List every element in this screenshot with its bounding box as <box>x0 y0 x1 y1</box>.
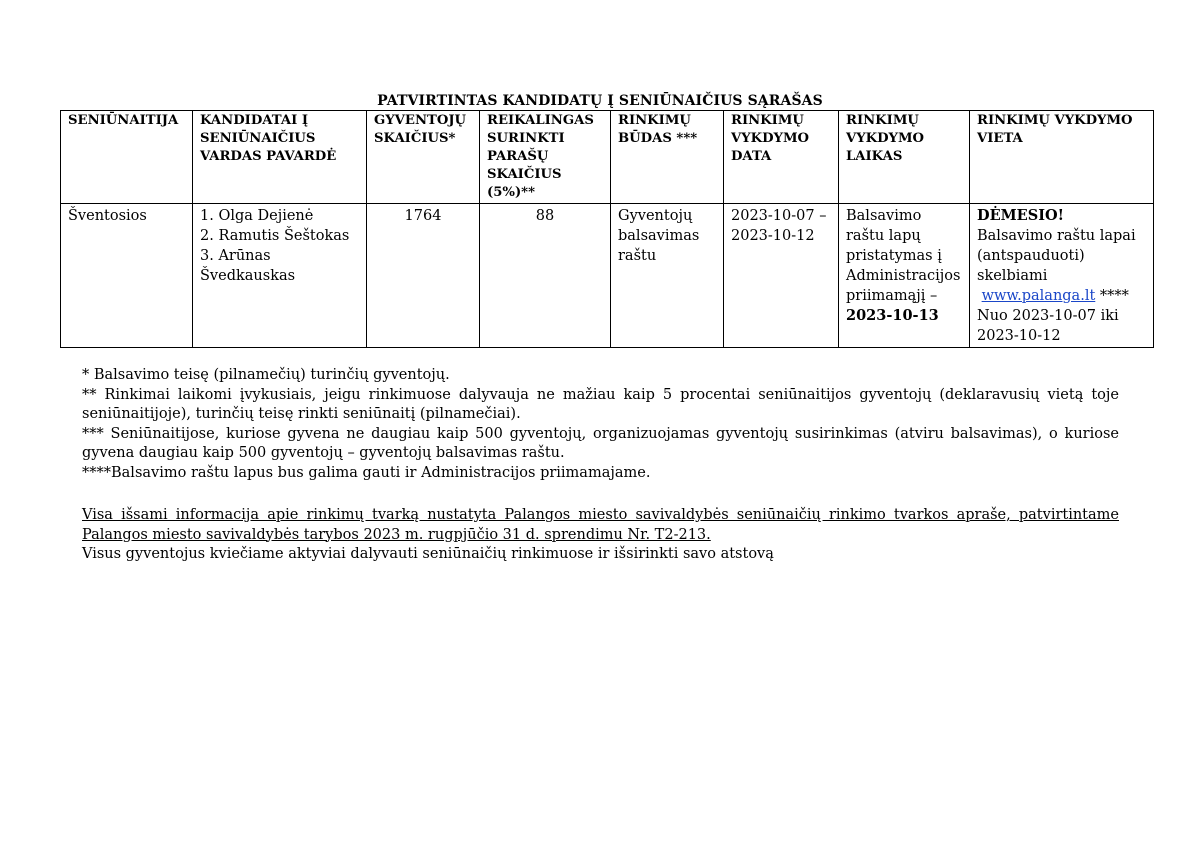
cell-rinkimu-budas: Gyventojų balsavimas raštu <box>611 204 724 348</box>
palanga-link[interactable]: www.palanga.lt <box>981 288 1096 304</box>
header-vykdymo-laikas: RINKIMŲ VYKDYMO LAIKAS <box>839 111 970 204</box>
footnote-1: * Balsavimo teisę (pilnamečių) turinčių gyventojų. <box>82 367 450 383</box>
candidates-table <box>60 110 1154 348</box>
table-header-row <box>61 111 1154 204</box>
attention-label: DĖMESIO! <box>977 207 1064 224</box>
info-invitation-text: Visus gyventojus kviečiame aktyviai dalyvauti seniūnaičių rinkimuose ir išsirinkti savo atstovą <box>82 546 774 562</box>
table-row <box>61 204 1154 348</box>
candidate-1: 1. Olga Dejienė <box>200 208 314 224</box>
cell-gyventoju-skaicius: 1764 <box>367 204 480 348</box>
laikas-date: 2023-10-13 <box>846 307 939 324</box>
header-vykdymo-vieta: RINKIMŲ VYKDYMO VIETA <box>970 111 1154 204</box>
info-regulation-text: Visa išsami informacija apie rinkimų tvarką nustatyta Palangos miesto savivaldybės seniūnaičių rinkimo tvarkos apraše, patvirtintame Palangos miesto savivaldybės tarybos 2023 m. rugpjūčio 31 d. sprendimu Nr. T2-213. <box>82 507 1119 543</box>
cell-candidates <box>193 204 367 348</box>
footnote-4: ****Balsavimo raštu lapus bus galima gauti ir Administracijos priimamajame. <box>82 464 651 481</box>
header-parasu-skaicius: REIKALINGAS SURINKTI PARAŠŲ SKAIČIUS (5%)** <box>480 111 611 204</box>
document-title: PATVIRTINTAS KANDIDATŲ Į SENIŪNAIČIUS SĄRAŠAS <box>377 93 823 109</box>
cell-vykdymo-vieta <box>970 204 1154 348</box>
header-kandidatai: KANDIDATAI Į SENIŪNAIČIUS VARDAS PAVARDĖ <box>193 111 367 204</box>
candidate-3: 3. Arūnas Švedkauskas <box>200 248 296 284</box>
vieta-period: Nuo 2023-10-07 iki 2023-10-12 <box>977 308 1119 344</box>
vieta-text: Balsavimo raštu lapai (antspauduoti) skelbiami <box>977 228 1136 284</box>
cell-vykdymo-data: 2023-10-07 – 2023-10-12 <box>724 204 839 348</box>
vieta-stars: **** <box>1099 288 1129 304</box>
candidate-2: 2. Ramutis Šeštokas <box>200 228 350 244</box>
header-vykdymo-data: RINKIMŲ VYKDYMO DATA <box>724 111 839 204</box>
footnotes <box>82 366 1119 483</box>
cell-vykdymo-laikas <box>839 204 970 348</box>
cell-parasu-skaicius: 88 <box>480 204 611 348</box>
footnote-2: ** Rinkimai laikomi įvykusiais, jeigu rinkimuose dalyvauja ne mažiau kaip 5 procentai seniūnaitijos gyventojų (deklaravusių vietą toje seniūnaitijoje), turinčių teisę rinkti seniūnaitį (pilnamečiai). <box>82 386 1119 422</box>
info-section <box>82 506 1119 565</box>
header-rinkimu-budas: RINKIMŲ BŪDAS *** <box>611 111 724 204</box>
footnote-3: *** Seniūnaitijose, kuriose gyvena ne daugiau kaip 500 gyventojų, organizuojamas gyventojų susirinkimas (atviru balsavimas), o kuriose gyvena daugiau kaip 500 gyventojų – gyventojų balsavimas raštu. <box>82 425 1119 461</box>
header-gyventoju-skaicius: GYVENTOJŲ SKAIČIUS* <box>367 111 480 204</box>
cell-seniunaitija: Šventosios <box>61 204 193 348</box>
header-seniunaitija: SENIŪNAITIJA <box>61 111 193 204</box>
laikas-text: Balsavimo raštu lapų pristatymas į Administracijos priimamąjį – <box>846 208 961 304</box>
